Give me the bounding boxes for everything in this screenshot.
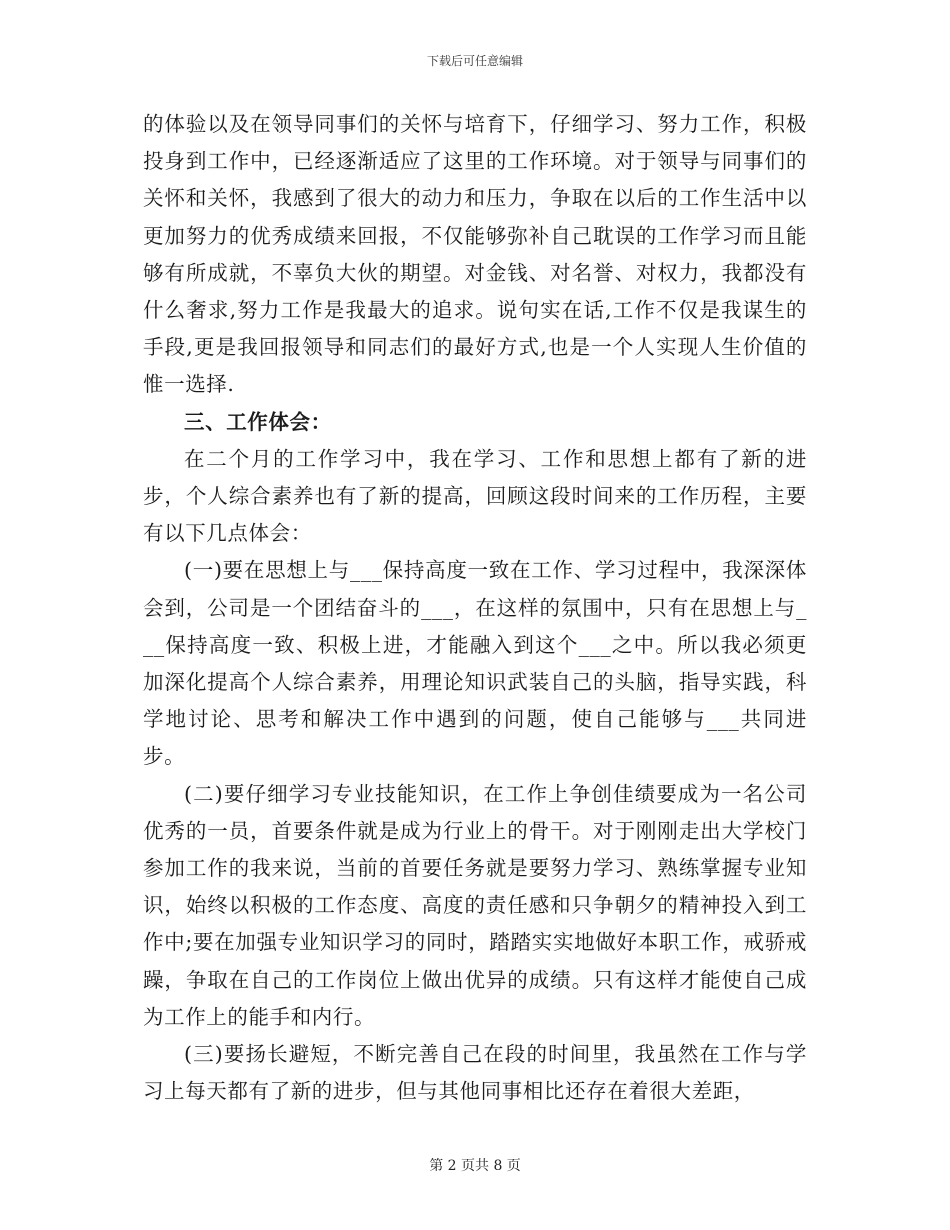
document-body [143, 106, 807, 1110]
paragraph-point-1: (一)要在思想上与___保持高度一致在工作、学习过程中，我深深体会到，公司是一个团结奋斗的___，在这样的氛围中，只有在思想上与___保持高度一致、积极上进，才能融入到这个___之中。所以我必须更加深化提高个人综合素养，用理论知识武装自己的头脑，指导实践，科学地讨论、思考和解决工作中遇到的问题，使自己能够与___共同进步。 [143, 558, 807, 769]
paragraph-intro: 在二个月的工作学习中，我在学习、工作和思想上都有了新的进步，个人综合素养也有了新的提高，回顾这段时间来的工作历程，主要有以下几点体会： [143, 446, 807, 546]
paragraph-point-3: (三)要扬长避短，不断完善自己在段的时间里，我虽然在工作与学习上每天都有了新的进步，但与其他同事相比还存在着很大差距， [143, 1042, 807, 1104]
page-number: 第 2 页共 8 页 [429, 1158, 521, 1174]
section-heading: 三、工作体会： [184, 409, 332, 434]
paragraph-point-2: (二)要仔细学习专业技能知识，在工作上争创佳绩要成为一名公司优秀的一员，首要条件就是成为行业上的骨干。对于刚刚走出大学校门参加工作的我来说，当前的首要任务就是要努力学习、熟练掌握专业知识，始终以积极的工作态度、高度的责任感和只争朝夕的精神投入到工作中;要在加强专业知识学习的同时，踏踏实实地做好本职工作，戒骄戒躁，争取在自己的工作岗位上做出优异的成绩。只有这样才能使自己成为工作上的能手和内行。 [143, 781, 807, 1029]
page-header-note: 下载后可任意编辑 [426, 54, 523, 68]
paragraph-continuation: 的体验以及在领导同事们的关怀与培育下，仔细学习、努力工作，积极投身到工作中，已经逐渐适应了这里的工作环境。对于领导与同事们的关怀和关怀，我感到了很大的动力和压力，争取在以后的工作生活中以更加努力的优秀成绩来回报，不仅能够弥补自己耽误的工作学习而且能够有所成就，不辜负大伙的期望。对金钱、对名誉、对权力，我都没有什么奢求,努力工作是我最大的追求。说句实在话,工作不仅是我谋生的手段,更是我回报领导和同志们的最好方式,也是一个人实现人生价值的惟一选择. [143, 112, 807, 397]
